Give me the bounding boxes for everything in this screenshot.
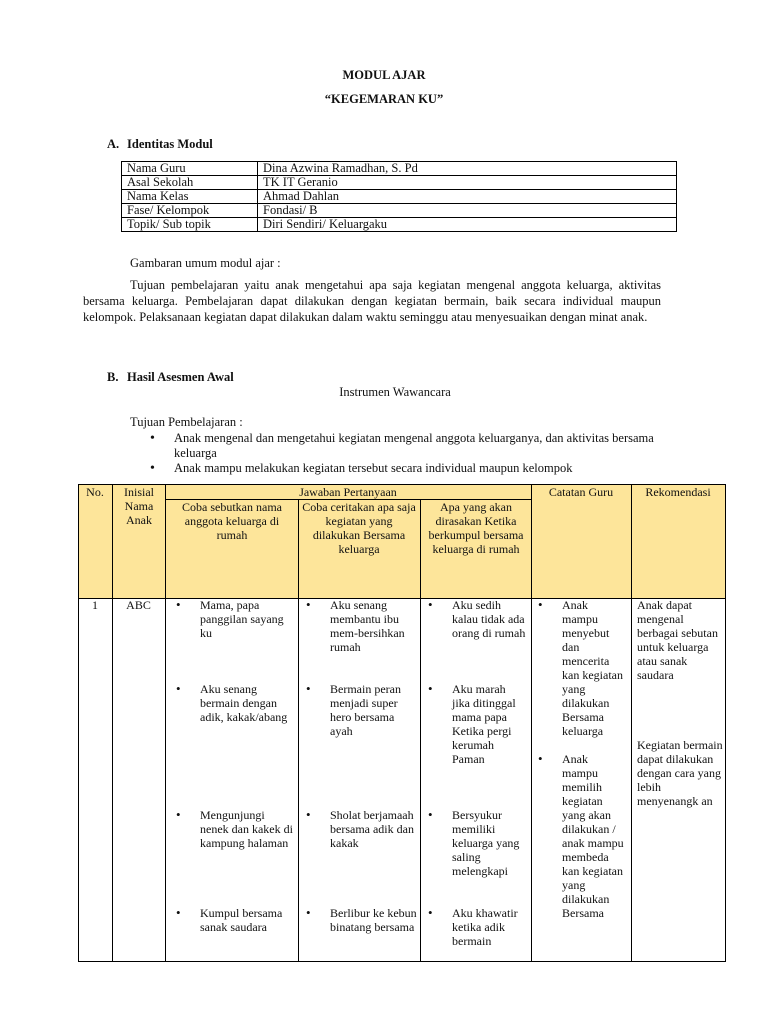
identitas-value: Fondasi/ B — [258, 204, 677, 218]
header-jawaban: Jawaban Pertanyaan — [299, 485, 397, 499]
q3-item: • Aku marah jika ditinggal mama papa Ketika pergi kerumah Paman — [428, 681, 516, 766]
identitas-value: Dina Azwina Ramadhan, S. Pd — [258, 162, 677, 176]
q2-item: • Bermain peran menjadi super hero bersama ayah — [306, 681, 401, 738]
rekomendasi-text: Anak dapat mengenal berbagai sebutan untuk keluarga atau sanak saudara — [637, 598, 718, 682]
header-no: No. — [86, 485, 104, 499]
identitas-row — [122, 162, 677, 176]
section-b-number: B. — [107, 370, 119, 384]
section-b-heading — [107, 370, 234, 385]
q2-item: • Berlibur ke kebun binatang bersama — [306, 905, 417, 934]
identitas-row — [122, 204, 677, 218]
q1-item: • Mama, papa panggilan sayang ku — [176, 597, 284, 640]
identitas-value: TK IT Geranio — [258, 176, 677, 190]
catatan-item: • Anak mampu memilih kegiatan yang akan dilakukan / anak mampu membeda kan kegiatan yang dilakukan Bersama — [538, 751, 624, 920]
tujuan-label: Tujuan Pembelajaran : — [130, 415, 243, 429]
row-inisial: ABC — [126, 598, 151, 612]
doc-title: MODUL AJAR — [342, 68, 426, 82]
section-a-title: Identitas Modul — [127, 137, 213, 151]
doc-subtitle: “KEGEMARAN KU” — [324, 92, 444, 106]
q1-item: • Kumpul bersama sanak saudara — [176, 905, 283, 934]
tujuan-list — [130, 431, 670, 476]
identitas-row — [122, 176, 677, 190]
tujuan-item: • Anak mampu melakukan kegiatan tersebut secara individual maupun kelompok — [130, 461, 670, 476]
instrumen-title: Instrumen Wawancara — [339, 385, 451, 399]
section-a-number: A. — [107, 137, 120, 151]
row-no: 1 — [92, 598, 98, 612]
q3-item: • Aku sedih kalau tidak ada orang di rumah — [428, 597, 526, 640]
rekomendasi-text: Kegiatan bermain dapat dilakukan dengan cara yang lebih menyenangk an — [637, 738, 723, 808]
identitas-row — [122, 218, 677, 232]
identitas-key: Asal Sekolah — [122, 176, 258, 190]
header-q2: Coba ceritakan apa saja kegiatan yang dilakukan Bersama keluarga — [302, 500, 416, 556]
identitas-key: Fase/ Kelompok — [122, 204, 258, 218]
gambaran-text: Tujuan pembelajaran yaitu anak mengetahui apa saja kegiatan mengenal anggota keluarga, aktivitas bersama keluarga. Pembelajaran dapat dilakukan dengan kegiatan bermain, baik secara individual maupun kelompok. Pelaksanaan kegiatan dapat dilakukan dalam waktu seminggu atau menyesuaikan dengan minat anak. — [83, 278, 661, 324]
assessment-table — [78, 484, 726, 962]
identitas-key: Nama Kelas — [122, 190, 258, 204]
section-a-heading — [107, 137, 213, 152]
q3-item: • Aku khawatir ketika adik bermain — [428, 905, 518, 948]
q1-item: • Mengunjungi nenek dan kakek di kampung halaman — [176, 807, 293, 850]
section-b-title: Hasil Asesmen Awal — [127, 370, 234, 384]
tujuan-item: • Anak mengenal dan mengetahui kegiatan mengenal anggota keluarganya, dan aktivitas bersama keluarga — [130, 431, 670, 461]
catatan-item: • Anak mampu menyebut dan mencerita kan kegiatan yang dilakukan Bersama keluarga — [538, 597, 623, 738]
gambaran-label: Gambaran umum modul ajar : — [130, 256, 281, 270]
q3-item: • Bersyukur memiliki keluarga yang saling melengkapi — [428, 807, 520, 878]
header-catatan: Catatan Guru — [548, 485, 614, 499]
q1-item: • Aku senang bermain dengan adik, kakak/abang — [176, 681, 288, 724]
q2-item: • Aku senang membantu ibu mem-bersihkan rumah — [306, 597, 405, 654]
header-q1: Coba sebutkan nama anggota keluarga di rumah — [182, 500, 282, 542]
identitas-key: Topik/ Sub topik — [122, 218, 258, 232]
header-rekomendasi: Rekomendasi — [645, 485, 711, 499]
gambaran-paragraph — [83, 277, 661, 325]
header-inisial: Inisial Nama Anak — [124, 485, 154, 527]
identitas-row — [122, 190, 677, 204]
q2-item: • Sholat berjamaah bersama adik dan kakak — [306, 807, 414, 850]
header-q3: Apa yang akan dirasakan Ketika berkumpul bersama keluarga di rumah — [428, 500, 524, 556]
identitas-value: Ahmad Dahlan — [258, 190, 677, 204]
identitas-table — [121, 161, 677, 232]
identitas-value: Diri Sendiri/ Keluargaku — [258, 218, 677, 232]
identitas-key: Nama Guru — [122, 162, 258, 176]
